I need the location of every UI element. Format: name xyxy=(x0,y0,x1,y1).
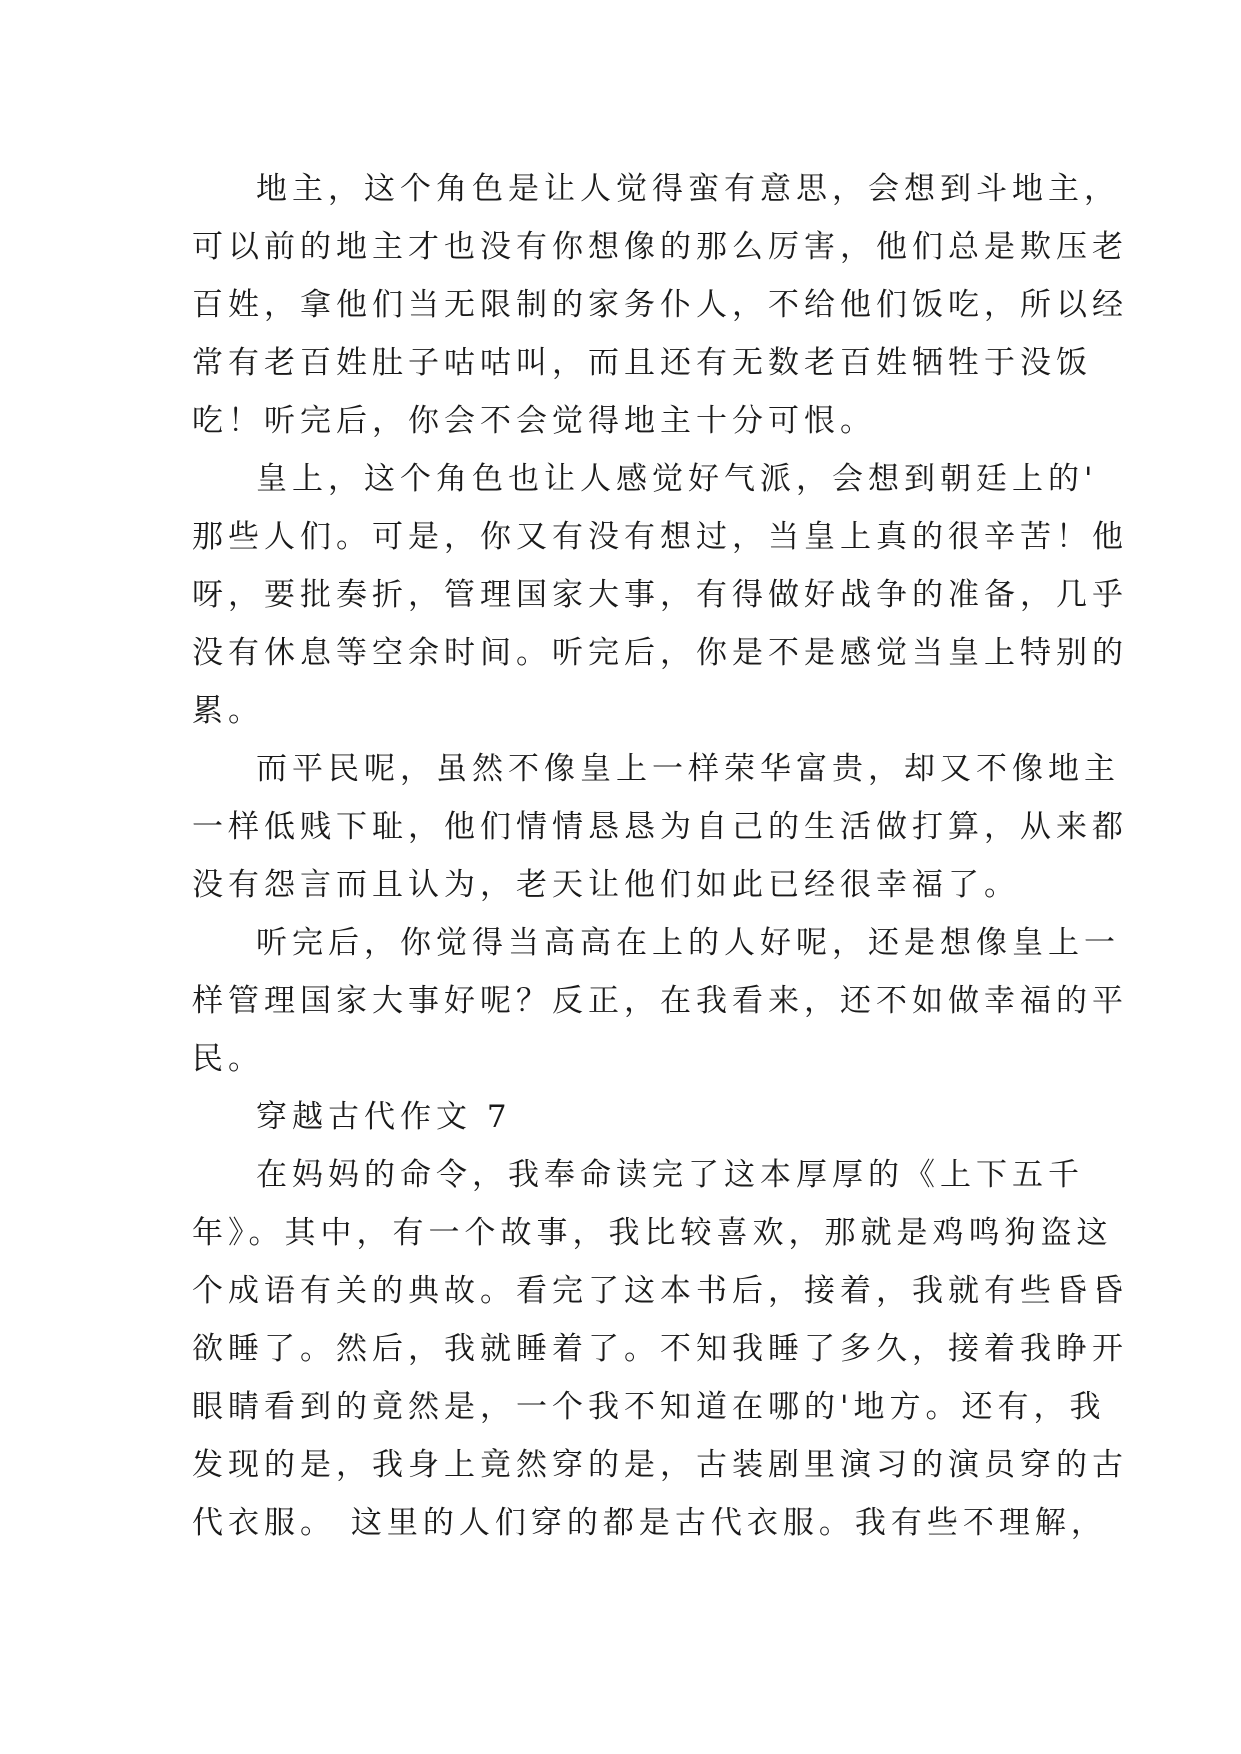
paragraph-line: 民。 xyxy=(192,1041,264,1077)
paragraph-line: 累。 xyxy=(192,693,264,729)
paragraph-line: 没有怨言而且认为，老天让他们如此已经很幸福了。 xyxy=(192,867,1020,903)
paragraph-line: 那些人们。可是，你又有没有想过，当皇上真的很辛苦！他 xyxy=(192,519,1128,555)
paragraph-line: 年》。其中，有一个故事，我比较喜欢，那就是鸡鸣狗盗这 xyxy=(192,1215,1113,1251)
paragraph-line: 没有休息等空余时间。听完后，你是不是感觉当皇上特别的 xyxy=(192,635,1128,671)
paragraph-line: 常有老百姓肚子咕咕叫，而且还有无数老百姓牺牲于没饭 xyxy=(192,345,1092,381)
section-heading: 穿越古代作文 7 xyxy=(256,1099,512,1135)
paragraph-line: 一样低贱下耻，他们情情恳恳为自己的生活做打算，从来都 xyxy=(192,809,1128,845)
paragraph-line: 地主，这个角色是让人觉得蛮有意思，会想到斗地主， xyxy=(256,171,1120,207)
paragraph-line: 听完后，你觉得当高高在上的人好呢，还是想像皇上一 xyxy=(256,925,1120,961)
paragraph-line: 发现的是，我身上竟然穿的是，古装剧里演习的演员穿的古 xyxy=(192,1447,1128,1483)
paragraph-line: 眼睛看到的竟然是，一个我不知道在哪的'地方。还有，我 xyxy=(192,1389,1106,1425)
paragraph-line: 呀，要批奏折，管理国家大事，有得做好战争的准备，几乎 xyxy=(192,577,1128,613)
paragraph-line: 可以前的地主才也没有你想像的那么厉害，他们总是欺压老 xyxy=(192,229,1128,265)
paragraph-line: 而平民呢，虽然不像皇上一样荣华富贵，却又不像地主 xyxy=(256,751,1120,787)
paragraph-line: 个成语有关的典故。看完了这本书后，接着，我就有些昏昏 xyxy=(192,1273,1128,1309)
paragraph-line: 样管理国家大事好呢？反正，在我看来，还不如做幸福的平 xyxy=(192,983,1128,1019)
document-body xyxy=(192,160,1128,1552)
paragraph-line: 百姓，拿他们当无限制的家务仆人，不给他们饭吃，所以经 xyxy=(192,287,1128,323)
paragraph-line: 代衣服。 这里的人们穿的都是古代衣服。我有些不理解， xyxy=(192,1505,1107,1541)
paragraph-line: 皇上，这个角色也让人感觉好气派，会想到朝廷上的' xyxy=(256,461,1098,497)
paragraph-line: 欲睡了。然后，我就睡着了。不知我睡了多久，接着我睁开 xyxy=(192,1331,1128,1367)
paragraph-line: 在妈妈的命令，我奉命读完了这本厚厚的《上下五千 xyxy=(256,1157,1084,1193)
paragraph-line: 吃！听完后，你会不会觉得地主十分可恨。 xyxy=(192,403,876,439)
